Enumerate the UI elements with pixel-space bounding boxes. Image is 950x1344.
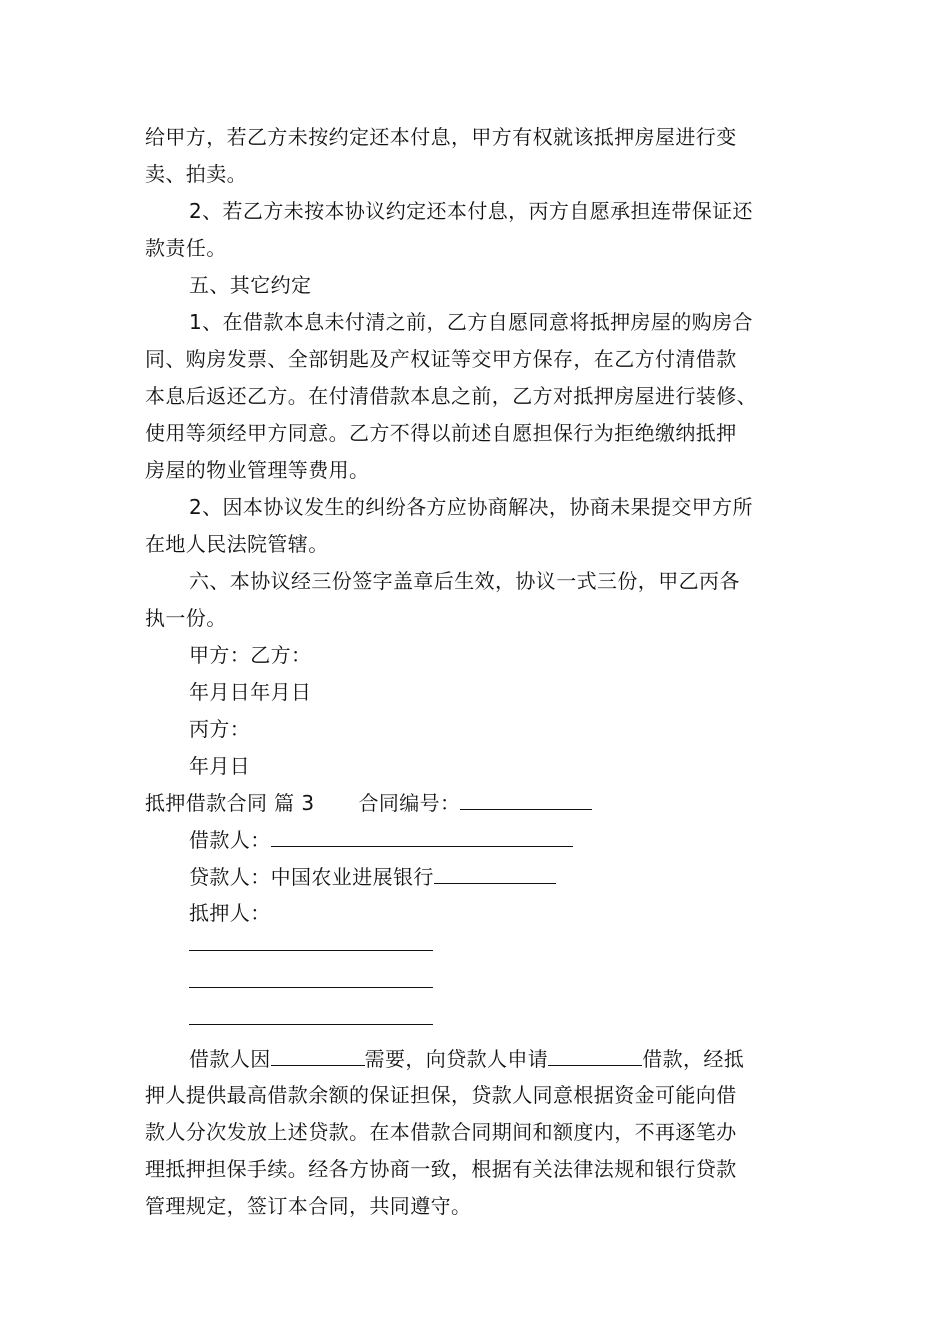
paragraph-line: 理抵押担保手续。经各方协商一致，根据有关法律法规和银行贷款 — [145, 1157, 737, 1181]
mortgagor-label: 抵押人： — [189, 901, 271, 925]
mortgagor-blank — [189, 930, 433, 951]
mortgagor-blank — [189, 967, 433, 988]
date-label: 年月日 — [189, 754, 251, 778]
mortgagor-blank — [189, 1004, 433, 1025]
text-line: 六、本协议经三份签字盖章后生效，协议一式三份，甲乙丙各 — [189, 569, 740, 593]
text-line: 同、购房发票、全部钥匙及产权证等交甲方保存，在乙方付清借款 — [145, 347, 737, 371]
signature-label: 甲方：乙方： — [189, 643, 312, 667]
date-label: 年月日年月日 — [189, 680, 312, 704]
text-line: 本息后返还乙方。在付清借款本息之前，乙方对抵押房屋进行装修、 — [145, 384, 757, 408]
contract-number-label: 合同编号： — [358, 791, 461, 815]
lender-label: 贷款人：中国农业进展银行 — [189, 865, 434, 889]
text-line: 在地人民法院管辖。 — [145, 532, 329, 556]
lender-line — [189, 863, 556, 890]
text-line: 卖、拍卖。 — [145, 162, 247, 186]
text-line: 给甲方，若乙方未按约定还本付息，甲方有权就该抵押房屋进行变 — [145, 125, 737, 149]
paragraph-line: 款人分次发放上述贷款。在本借款合同期间和额度内，不再逐笔办 — [145, 1120, 737, 1144]
paragraph-line: 押人提供最高借款余额的保证担保，贷款人同意根据资金可能向借 — [145, 1083, 737, 1107]
mortgagor-blank-line — [189, 967, 433, 994]
section-heading: 五、其它约定 — [189, 273, 312, 297]
text-line: 使用等须经甲方同意。乙方不得以前述自愿担保行为拒绝缴纳抵押 — [145, 421, 737, 445]
contract-number-blank — [460, 789, 592, 810]
text-fragment: 借款，经抵 — [642, 1047, 745, 1071]
purpose-blank — [271, 1045, 365, 1066]
contract-title: 抵押借款合同 篇 3 — [145, 791, 315, 815]
paragraph-line: 管理规定，签订本合同，共同遵守。 — [145, 1194, 472, 1218]
text-line: 款责任。 — [145, 236, 227, 260]
text-line: 2、若乙方未按本协议约定还本付息，丙方自愿承担连带保证还 — [189, 199, 753, 223]
lender-blank — [434, 863, 556, 884]
text-line: 1、在借款本息未付清之前，乙方自愿同意将抵押房屋的购房合 — [189, 310, 753, 334]
contract-title-line — [145, 789, 592, 816]
text-line: 房屋的物业管理等费用。 — [145, 458, 370, 482]
text-line: 执一份。 — [145, 606, 227, 630]
borrower-label: 借款人： — [189, 828, 271, 852]
text-fragment: 借款人因 — [189, 1047, 271, 1071]
mortgagor-blank-line — [189, 1004, 433, 1031]
paragraph-line — [189, 1045, 744, 1072]
borrower-line — [189, 826, 573, 853]
text-fragment: 需要，向贷款人申请 — [364, 1047, 549, 1071]
text-line: 2、因本协议发生的纠纷各方应协商解决，协商未果提交甲方所 — [189, 495, 753, 519]
mortgagor-blank-line — [189, 930, 433, 957]
signature-label: 丙方： — [189, 717, 251, 741]
amount-blank — [548, 1045, 642, 1066]
borrower-blank — [271, 826, 573, 847]
